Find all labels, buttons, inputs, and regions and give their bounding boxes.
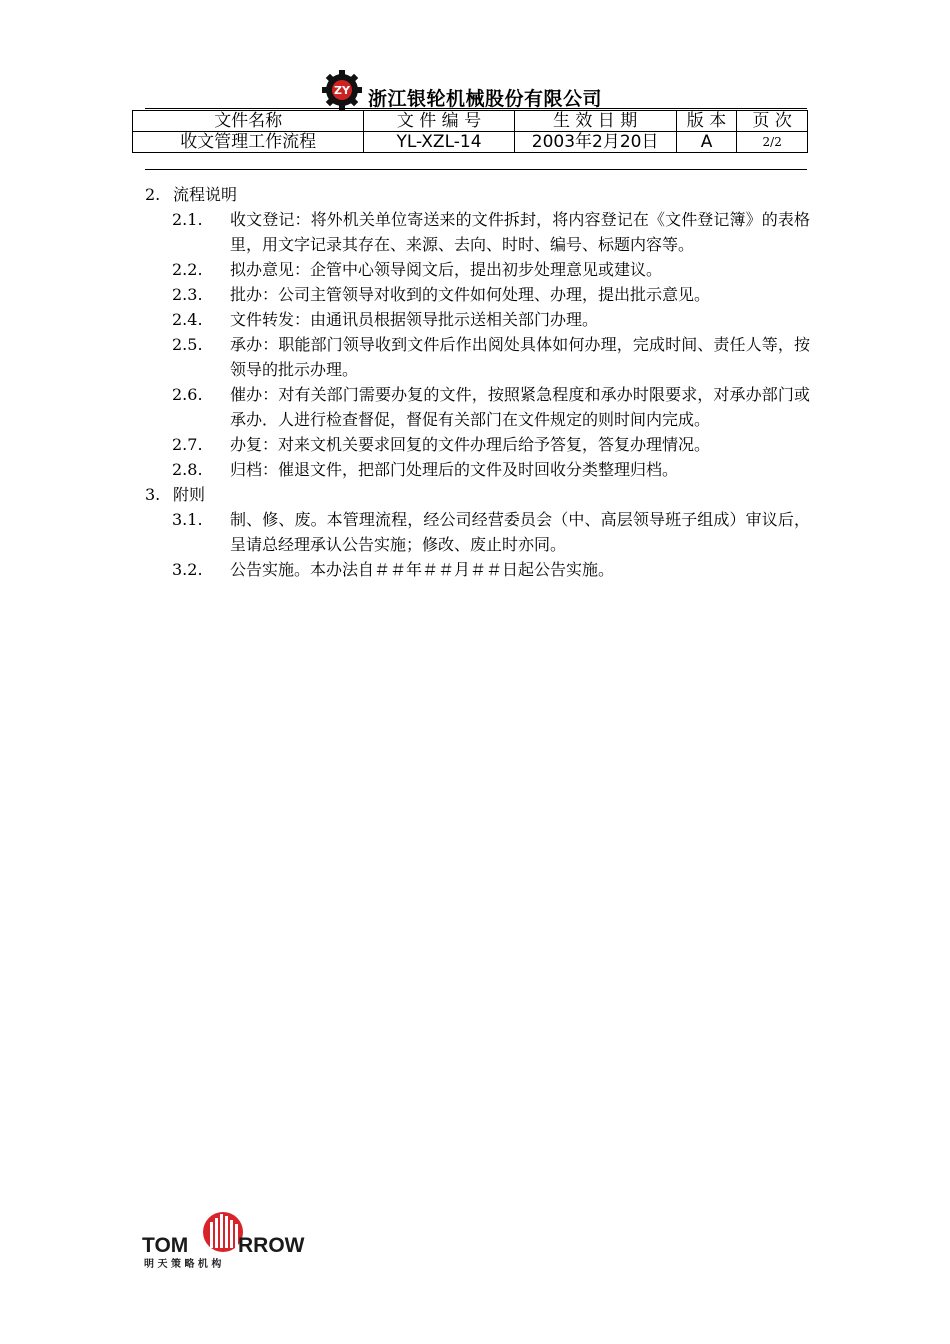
list-item	[172, 557, 810, 582]
item-number: 3.2.	[172, 560, 203, 579]
section-number: 2.	[145, 185, 161, 204]
value-page: 2/2	[737, 132, 808, 153]
company-name: 浙江银轮机械股份有限公司	[368, 87, 603, 110]
list-item	[172, 257, 810, 282]
value-doc-number: YL-XZL-14	[364, 132, 514, 153]
item-text: 文件转发：由通讯员根据领导批示送相关部门办理。	[230, 310, 599, 329]
section-number: 3.	[145, 485, 161, 504]
svg-text:ZY: ZY	[334, 84, 350, 97]
header-effective-date: 生 效 日 期	[514, 111, 676, 132]
document-meta-table	[132, 110, 808, 153]
header-rule	[145, 108, 807, 109]
list-item	[172, 332, 810, 382]
item-number: 2.1.	[172, 210, 203, 229]
brand-right-text: RROW	[238, 1234, 305, 1257]
item-number: 3.1.	[172, 510, 203, 529]
value-effective-date: 2003年2月20日	[514, 132, 676, 153]
table-bottom-rule	[145, 169, 807, 170]
item-text: 办复：对来文机关要求回复的文件办理后给予答复，答复办理情况。	[230, 435, 711, 454]
list-item	[172, 307, 810, 332]
meta-value-row	[133, 132, 808, 153]
item-text: 催办：对有关部门需要办复的文件，按照紧急程度和承办时限要求，对承办部门或承办．人进行检查督促，督促有关部门在文件规定的则时间内完成。	[230, 385, 810, 429]
company-logo-icon	[320, 68, 364, 112]
header-page: 页 次	[737, 111, 808, 132]
section-heading	[145, 182, 810, 207]
item-number: 2.6.	[172, 385, 203, 404]
tomorrow-brand-logo	[140, 1210, 310, 1270]
brand-left-text: TOM	[142, 1234, 189, 1257]
item-number: 2.5.	[172, 335, 203, 354]
item-text: 承办：职能部门领导收到文件后作出阅处具体如何办理，完成时间、责任人等，按领导的批示办理。	[230, 335, 810, 379]
item-number: 2.8.	[172, 460, 203, 479]
section-heading	[145, 482, 810, 507]
list-item	[172, 507, 810, 557]
value-doc-name: 收文管理工作流程	[133, 132, 364, 153]
header-version: 版 本	[676, 111, 737, 132]
list-item	[172, 282, 810, 307]
item-text: 制、修、废。本管理流程，经公司经营委员会（中、高层领导班子组成）审议后，呈请总经理承认公告实施；修改、废止时亦同。	[230, 510, 810, 554]
list-item	[172, 207, 810, 257]
section-title: 附则	[173, 485, 206, 504]
item-text: 归档：催退文件，把部门处理后的文件及时回收分类整理归档。	[230, 460, 679, 479]
item-text: 拟办意见：企管中心领导阅文后，提出初步处理意见或建议。	[230, 260, 663, 279]
value-version: A	[676, 132, 737, 153]
item-text: 收文登记：将外机关单位寄送来的文件拆封，将内容登记在《文件登记簿》的表格里，用文字记录其存在、来源、去向、时时、编号、标题内容等。	[230, 210, 810, 254]
item-text: 公告实施。本办法自＃＃年＃＃月＃＃日起公告实施。	[230, 560, 615, 579]
document-body	[145, 182, 810, 582]
item-number: 2.4.	[172, 310, 203, 329]
item-text: 批办：公司主管领导对收到的文件如何处理、办理，提出批示意见。	[230, 285, 711, 304]
list-item	[172, 382, 810, 432]
item-number: 2.3.	[172, 285, 203, 304]
brand-tagline: 明 天 策 略 机 构	[144, 1259, 222, 1270]
document-header	[320, 68, 602, 112]
header-doc-name: 文件名称	[133, 111, 364, 132]
list-item	[172, 432, 810, 457]
header-doc-number: 文 件 编 号	[364, 111, 514, 132]
section-title: 流程说明	[173, 185, 238, 204]
item-number: 2.2.	[172, 260, 203, 279]
meta-header-row	[133, 111, 808, 132]
item-number: 2.7.	[172, 435, 203, 454]
list-item	[172, 457, 810, 482]
